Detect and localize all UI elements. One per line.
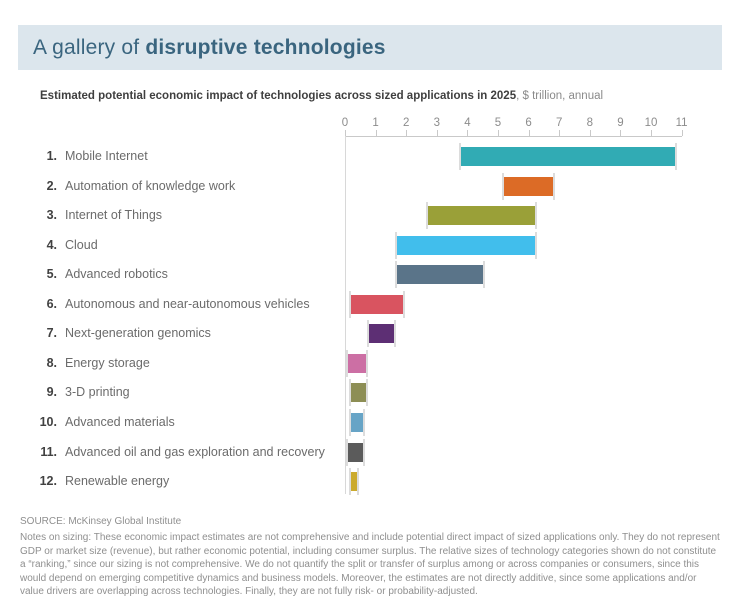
axis-tick-label: 10 (644, 117, 658, 129)
bar (504, 177, 553, 196)
category-label: Advanced robotics (65, 267, 168, 282)
axis-tick-label: 11 (675, 117, 688, 129)
category-label: Advanced oil and gas exploration and recovery (65, 444, 325, 459)
bar (397, 265, 483, 284)
bar-whisker-high (366, 350, 368, 377)
category-rank: 12. (39, 474, 57, 489)
axis-tick-label: 3 (433, 117, 440, 129)
axis-tick-label: 1 (372, 117, 379, 129)
bar (351, 383, 366, 402)
bar-whisker-high (394, 320, 396, 347)
category-rank: 2. (46, 178, 57, 193)
bar-whisker-high (535, 232, 537, 259)
bar (348, 354, 366, 373)
axis-tick-mark (467, 130, 468, 136)
axis-tick-mark (682, 130, 683, 136)
page-title-regular: A gallery of (33, 35, 146, 59)
bar (351, 413, 363, 432)
axis-tick-mark (437, 130, 438, 136)
bar (351, 295, 403, 314)
category-rank: 3. (46, 208, 57, 223)
category-label: Mobile Internet (65, 149, 148, 163)
chart-subtitle-unit: , $ trillion, annual (516, 90, 604, 102)
bar-whisker-high (403, 291, 405, 318)
axis-tick-mark (498, 130, 499, 136)
axis-tick-label: 8 (586, 117, 593, 129)
axis-tick-label: 2 (402, 117, 410, 129)
bar-whisker-high (366, 379, 368, 406)
bar-whisker-high (675, 143, 677, 170)
category-rank: 8. (46, 355, 57, 370)
category-rank: 7. (46, 326, 57, 341)
bar (348, 443, 363, 462)
x-axis-line (345, 136, 682, 137)
category-rank: 11. (40, 444, 57, 459)
axis-tick-label: 0 (341, 117, 349, 129)
bar-whisker-high (357, 468, 359, 495)
category-rank: 10. (39, 414, 57, 429)
axis-tick-label: 9 (617, 117, 624, 129)
category-rank: 5. (46, 267, 57, 282)
bar (428, 206, 535, 225)
bar-whisker-high (535, 202, 537, 229)
bar (397, 236, 535, 255)
chart-subtitle-main: Estimated potential economic impact of technologies across sized applications in 2025 (40, 90, 517, 102)
category-label: Next-generation genomics (65, 326, 211, 341)
axis-tick-mark (590, 130, 591, 136)
bar (369, 324, 393, 343)
axis-tick-label: 4 (464, 117, 471, 129)
axis-tick-label: 7 (555, 117, 563, 129)
source-note: SOURCE: McKinsey Global Institute (20, 516, 182, 527)
category-label: Renewable energy (65, 474, 170, 489)
axis-tick-mark (376, 130, 377, 136)
category-label: Energy storage (65, 355, 150, 370)
axis-tick-mark (529, 130, 530, 136)
axis-tick-mark (559, 130, 560, 136)
category-rank: 1. (46, 149, 57, 163)
axis-tick-mark (406, 130, 407, 136)
axis-tick-mark (345, 130, 346, 136)
axis-tick-label: 5 (494, 117, 502, 129)
page-title-bold: disruptive technologies (145, 35, 386, 59)
axis-tick-label: 6 (525, 117, 532, 129)
bar-whisker-high (363, 439, 365, 466)
notes-text: Notes on sizing: These economic impact estimates are not comprehensive and include potential direct impact of sized applications only. They do not represent GDP or market size (revenue), but rather economic potential, including consumer surplus. The relative sizes of technology categories shown do not constitute a “ranking,” since our sizing is not comprehensive. We do not quantify the split or transfer of surplus among or across companies or consumers, since this would depend on emerging competitive dynamics and business models. Moreover, the estimates are not directly additive, since some applications and/or value drivers are overlapping across technologies. Finally, they are not fully risk- or probability-adjusted. (20, 532, 720, 597)
bar-whisker-high (483, 261, 485, 288)
category-rank: 6. (46, 296, 57, 311)
category-label: 3-D printing (65, 385, 130, 400)
axis-tick-mark (651, 130, 652, 136)
bar (461, 147, 675, 166)
bar-whisker-high (553, 173, 555, 200)
axis-tick-mark (620, 130, 621, 136)
category-label: Internet of Things (65, 208, 163, 223)
bar-whisker-high (363, 409, 365, 436)
category-label: Cloud (65, 237, 98, 252)
category-rank: 9. (46, 385, 57, 400)
category-rank: 4. (46, 237, 57, 252)
bar (351, 472, 357, 491)
category-label: Automation of knowledge work (65, 178, 236, 193)
category-label: Advanced materials (65, 414, 175, 429)
category-label: Autonomous and near-autonomous vehicles (65, 296, 310, 311)
